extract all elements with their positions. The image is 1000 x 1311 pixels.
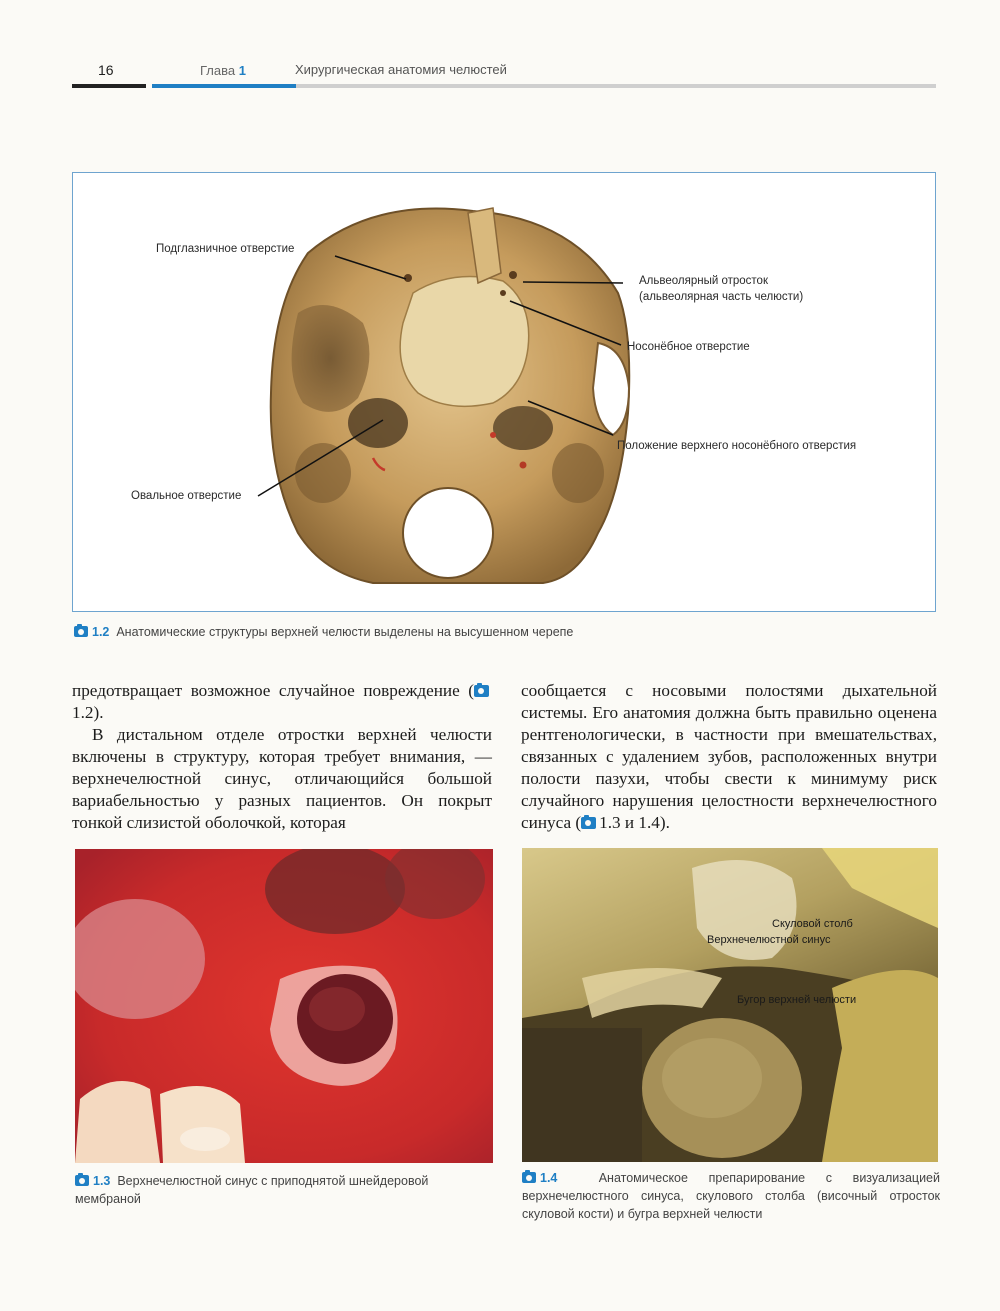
camera-icon (581, 817, 596, 829)
skull-photo (73, 173, 935, 611)
label-upper-nasopalatine-position: Положение верхнего носонёбного отверстия (617, 440, 857, 452)
caption-figure-1-3 (75, 1172, 495, 1208)
label-maxillary-tuber: Бугор верхней челюсти (737, 994, 857, 1006)
chapter-word: Глава (200, 63, 236, 78)
caption-figure-1-2 (74, 623, 934, 641)
caption-number: 1.4 (540, 1171, 558, 1185)
figure-1-4-photo (522, 848, 938, 1162)
text-run: ). (659, 813, 670, 832)
camera-icon (74, 626, 88, 637)
page-number: 16 (98, 62, 114, 78)
paragraph: В дистальном отделе отростки верхней челюсти включены в структуру, которая требует внимания, — верхнечелюстной синус, отличающийся большой вариабельностью у разных пациентов. Он покрыт тонкой слизистой оболочкой, которая (72, 725, 492, 832)
text-run: ). (93, 703, 104, 722)
camera-icon (75, 1175, 89, 1186)
paragraph (72, 680, 492, 724)
chapter-title: Хирургическая анатомия челюстей (295, 62, 507, 77)
body-left-column (72, 680, 492, 834)
header-rule-black (72, 84, 146, 88)
caption-number: 1.2 (92, 625, 110, 639)
label-alveolar-process: Альвеолярный отросток (639, 275, 768, 287)
figure-ref: 1.3 и 1.4 (599, 813, 660, 832)
text-run: сообщается с носовыми полостями дыхательной системы. Его анатомия должна быть правильно оценена рентгенологически, в частности при вмешательствах, связанных с удалением зубов, расположенных внутри полости пазухи, чтобы свести к минимуму риск случайного нарушения целостности верхнечелюстного синуса ( (521, 681, 937, 832)
sinus-photo (75, 849, 493, 1163)
label-zygomatic-pillar: Скуловой столб (772, 918, 853, 930)
label-oval-foramen: Овальное отверстие (131, 490, 242, 502)
paragraph (521, 680, 937, 834)
caption-figure-1-4 (522, 1169, 940, 1223)
chapter-label (200, 63, 246, 78)
label-nasopalatine-foramen: Носонёбное отверстие (627, 341, 750, 353)
caption-text: Анатомическое препарирование с визуализацией верхнечелюстного синуса, скулового столба (височный отросток скуловой кости) и бугра верхней челюсти (522, 1171, 940, 1221)
camera-icon (522, 1172, 536, 1183)
text-run: предотвращает возможное случайное повреждение ( (72, 681, 474, 700)
label-infraorbital-foramen: Подглазничное отверстие (156, 243, 295, 255)
header-rule-grey (296, 84, 936, 88)
caption-text: Анатомические структуры верхней челюсти выделены на высушенном черепе (116, 625, 574, 639)
label-alveolar-process-note: (альвеолярная часть челюсти) (639, 291, 804, 303)
caption-text: Верхнечелюстной синус с приподнятой шнейдеровой мембраной (75, 1174, 429, 1206)
figure-1-2 (72, 172, 936, 612)
dissection-photo (522, 848, 938, 1162)
caption-number: 1.3 (93, 1174, 111, 1188)
label-maxillary-sinus: Верхнечелюстной синус (707, 934, 831, 946)
camera-icon (474, 685, 489, 697)
body-right-column (521, 680, 937, 834)
figure-ref: 1.2 (72, 703, 94, 722)
figure-1-3-photo (75, 849, 493, 1163)
chapter-number: 1 (238, 63, 246, 78)
header-rule-blue (152, 84, 296, 88)
